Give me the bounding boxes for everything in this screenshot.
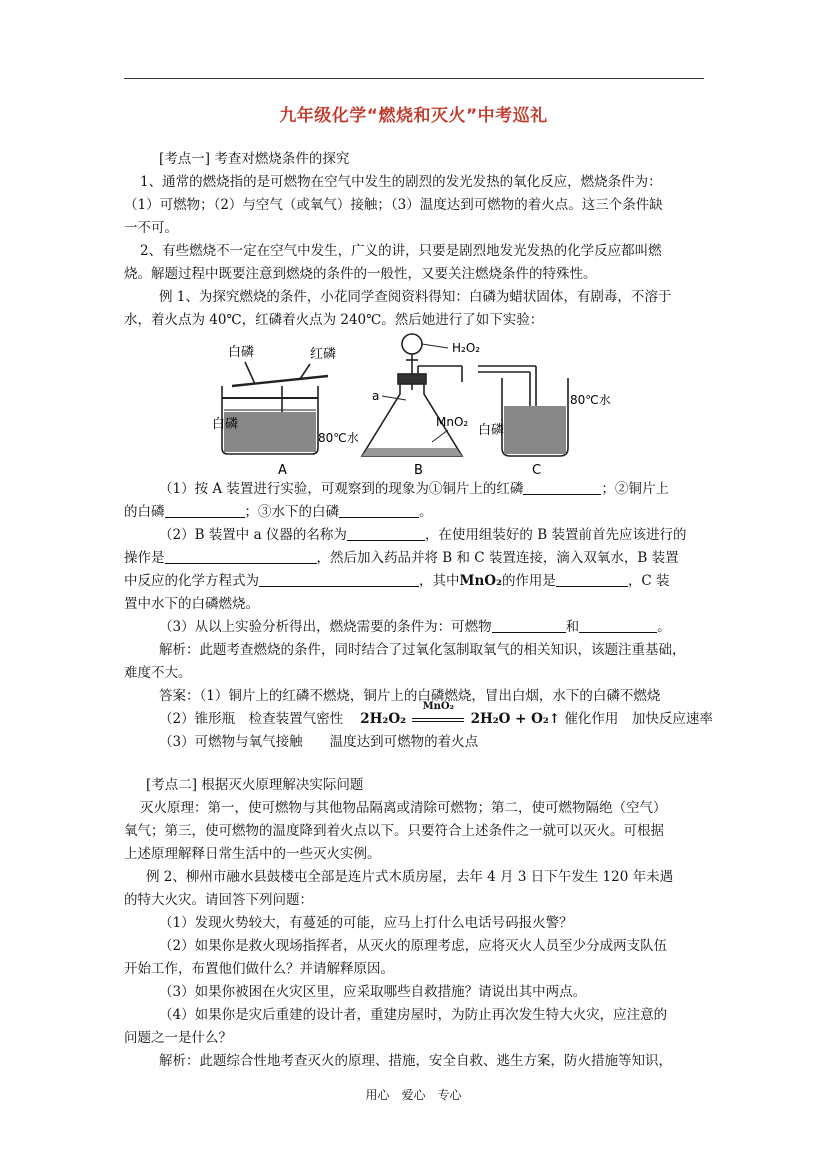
answer1-line3: （3）可燃物与氧气接触 温度达到可燃物的着火点: [159, 734, 479, 750]
a-white-phosphorus-label: 白磷: [228, 345, 255, 360]
s1-p1-line1: 1、通常的燃烧指的是可燃物在空气中发生的剧烈的发光发热的氧化反应，燃烧条件为：: [140, 174, 662, 190]
s1-p2-line1: 2、有些燃烧不一定在空气中发生，广义的讲，只要是剧烈地发光发热的化学反应都叫燃: [140, 243, 662, 259]
q2-blank-4[interactable]: [556, 572, 628, 587]
q2-text-c: 操作是: [124, 550, 165, 566]
q2-line1: [159, 526, 686, 544]
s2-p1-line3: 上述原理解释日常生活中的一些灭火实例。: [124, 846, 381, 862]
equation-catalyst: MnO₂: [422, 701, 455, 712]
a-white-phosphorus-label-2: 白磷: [212, 417, 239, 432]
section1-heading: [考点一] 考查对燃烧条件的探究: [159, 151, 350, 167]
q1-line2: [124, 503, 433, 521]
q1-line1: [159, 480, 669, 498]
c-water-label: 80℃水: [570, 393, 611, 407]
s1-p1-line2: （1）可燃物；（2）与空气（或氧气）接触；（3）温度达到可燃物的着火点。这三个条件缺: [124, 197, 663, 213]
b-label: B: [414, 463, 423, 478]
q3-blank-2[interactable]: [579, 618, 657, 633]
q2-blank-3[interactable]: [259, 572, 419, 587]
q3-text-a: （3）从以上实验分析得出，燃烧需要的条件为：可燃物: [159, 619, 492, 635]
section2-heading: [考点二] 根据灭火原理解决实际问题: [146, 777, 364, 793]
s2-q2-line1: （2）如果你是救火现场指挥者，从灭火的原理考虑，应将灭火人员至少分成两支队伍: [159, 938, 668, 954]
q3-line: [159, 618, 671, 636]
s2-q2-line2: 开始工作，布置他们做什么？并请解释原因。: [124, 961, 394, 977]
ex1-line2: 水，着火点为 40℃，红磷着火点为 240℃。然后她进行了如下实验：: [124, 312, 544, 328]
answer1-line1: 答案：（1）铜片上的红磷不燃烧，铜片上的白磷燃烧，冒出白烟，水下的白磷不燃烧: [159, 688, 661, 704]
equation-right: 2H₂O + O₂↑: [470, 711, 561, 727]
q1-blank-1[interactable]: [523, 480, 601, 495]
answer1-l2b: 催化作用 加快反应速率: [564, 711, 713, 727]
s1-p1-line3: 一不可。: [124, 220, 178, 236]
equation-left: 2H₂O₂: [360, 711, 406, 727]
q1-text-e: 。: [419, 504, 433, 520]
c-white-phosphorus-label: 白磷: [478, 423, 505, 438]
q2-line2: [124, 549, 679, 567]
s1-p2-line2: 烧。解题过程中既要注意到燃烧的条件的一般性，又要关注燃烧条件的特殊性。: [124, 266, 597, 282]
a-label: A: [278, 463, 287, 478]
header-rule: [124, 78, 704, 79]
answer1-line2: [159, 701, 713, 728]
ex2-line1: 例 2、柳州市融水县鼓楼屯全部是连片式木质房屋，去年 4 月 3 日下午发生 120 年未遇: [146, 869, 674, 885]
q1-text-d: ；③水下的白磷: [244, 504, 339, 520]
c-label: C: [532, 463, 542, 478]
s2-analysis: 解析：此题综合性地考查灭火的原理、措施，安全自救、逃生方案，防火措施等知识，: [159, 1053, 672, 1069]
s2-p1-line1: 灭火原理：第一，使可燃物与其他物品隔离或清除可燃物；第二，使可燃物隔绝（空气）: [140, 800, 667, 816]
s2-q4-line1: （4）如果你是灾后重建的设计者，重建房屋时，为防止再次发生特大火灾，应注意的: [159, 1007, 668, 1023]
experiment-figure: [200, 330, 620, 480]
q2-text-e: 中反应的化学方程式为: [124, 573, 259, 589]
analysis1-line2: 难度不大。: [124, 665, 192, 681]
s2-q3: （3）如果你被困在火灾区里，应采取哪些自救措施？请说出其中两点。: [159, 984, 587, 1000]
equation-arrow: [410, 701, 466, 728]
q2-blank-1[interactable]: [347, 526, 425, 541]
q1-text-c: 的白磷: [124, 504, 165, 520]
q3-text-c: 。: [657, 619, 671, 635]
q2-text-f: ，其中: [419, 573, 460, 589]
ex1-line1: 例 1、为探究燃烧的条件，小花同学查阅资料得知：白磷为蜡状固体，有剧毒，不溶于: [159, 289, 672, 305]
q3-text-b: 和: [565, 619, 580, 635]
q2-line4: 置中水下的白磷燃烧。: [124, 596, 259, 612]
b-h2o2-label: H₂O₂: [452, 341, 481, 355]
b-a-label: a: [372, 389, 380, 403]
q2-mno2: MnO₂: [459, 573, 502, 589]
s2-p1-line2: 氧气；第三，使可燃物的温度降到着火点以下。只要符合上述条件之一就可以灭火。可根据: [124, 823, 664, 839]
ex2-line2: 的特大火灾。请回答下列问题：: [124, 892, 313, 908]
s2-q1: （1）发现火势较大，有蔓延的可能，应马上打什么电话号码报火警？: [159, 915, 573, 931]
q2-text-d: ，然后加入药品并将 B 和 C 装置连接，滴入双氧水，B 装置: [316, 550, 679, 566]
q2-text-g: 的作用是: [501, 573, 556, 589]
analysis1-line1: 解析：此题考查燃烧的条件，同时结合了过氧化氢制取氧气的相关知识，该题注重基础，: [159, 642, 686, 658]
q2-text-h: ，C 装: [627, 573, 670, 589]
page-footer: 用心 爱心 专心: [365, 1088, 462, 1102]
q2-text-a: （2）B 装置中 a 仪器的名称为: [159, 527, 347, 543]
s2-q4-line2: 问题之一是什么？: [124, 1030, 232, 1046]
a-red-phosphorus-label: 红磷: [310, 347, 337, 362]
q2-text-b: ，在使用组装好的 B 装置前首先应该进行的: [424, 527, 687, 543]
b-mno2-label: MnO₂: [436, 415, 469, 429]
q2-line3: [124, 572, 670, 590]
q1-blank-3[interactable]: [339, 503, 419, 518]
q1-text-b: ；②铜片上: [601, 481, 669, 497]
q1-blank-2[interactable]: [165, 503, 245, 518]
q3-blank-1[interactable]: [492, 618, 566, 633]
answer1-l2a: （2）锥形瓶 检查装置气密性: [159, 711, 344, 727]
page-title: 九年级化学“燃烧和灭火”中考巡礼: [279, 106, 548, 126]
a-water-label: 80℃水: [318, 431, 359, 445]
q1-text-a: （1）按 A 装置进行实验，可观察到的现象为①铜片上的红磷: [159, 481, 524, 497]
q2-blank-2[interactable]: [165, 549, 317, 564]
